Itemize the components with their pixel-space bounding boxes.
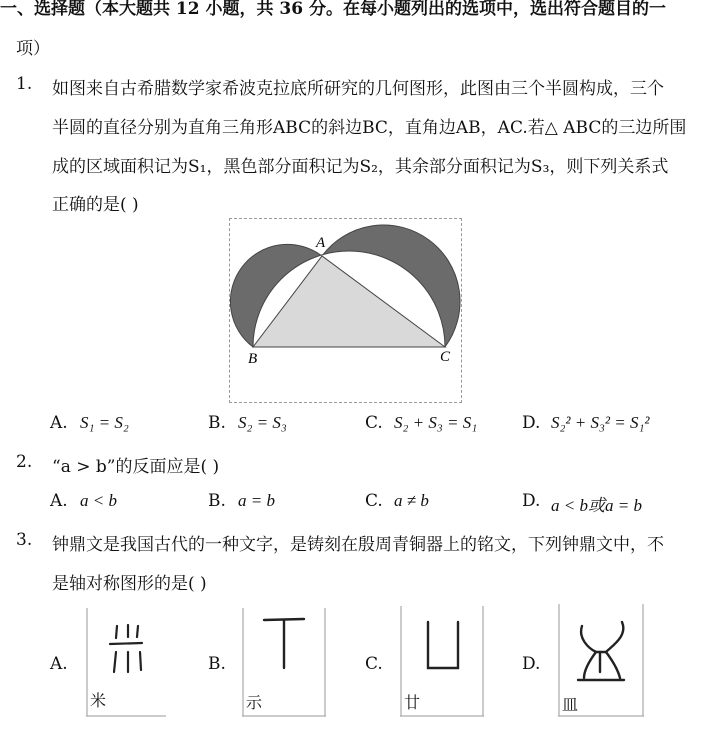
question-2-line-1: “a > b”的反面应是( ) bbox=[52, 457, 220, 477]
q2-option-c-text[interactable]: a ≠ b bbox=[394, 491, 429, 510]
q3-option-b-letter: B. bbox=[208, 654, 226, 674]
q3-option-c-caption: 廿 bbox=[404, 693, 421, 712]
question-1-line-4: 正确的是( ) bbox=[52, 195, 139, 215]
lune-diagram bbox=[230, 219, 463, 404]
question-3-line-2: 是轴对称图形的是( ) bbox=[52, 574, 207, 594]
question-1-number: 1. bbox=[16, 74, 33, 94]
q3-option-b-caption: 示 bbox=[246, 693, 263, 712]
q3-option-c-glyph[interactable] bbox=[400, 606, 484, 718]
question-1-line-1: 如图来自古希腊数学家希波克拉底所研究的几何图形，此图由三个半圆构成，三个 bbox=[52, 79, 664, 99]
question-3-number: 3. bbox=[16, 530, 33, 550]
q3-option-a-glyph[interactable] bbox=[86, 608, 166, 718]
hippocrates-lune-figure bbox=[229, 218, 462, 403]
question-1-line-2: 半圆的直径分别为直角三角形ABC的斜边BC，直角边AB，AC.若△ ABC的三边所围 bbox=[52, 118, 687, 138]
q1-option-a-text[interactable]: S₁ = S₂ bbox=[80, 413, 129, 432]
q2-option-a-letter: A. bbox=[50, 491, 68, 511]
q3-option-d-caption: 皿 bbox=[562, 695, 579, 714]
section-heading-line1: 一、选择题（本大题共 12 小题，共 36 分。在每小题列出的选项中，选出符合题目的一 bbox=[0, 0, 666, 19]
q1-option-b-text[interactable]: S₂ = S₃ bbox=[238, 413, 287, 432]
q3-option-c-letter: C. bbox=[365, 654, 383, 674]
q1-option-d-text[interactable]: S₂² + S₃² = S₁² bbox=[551, 413, 650, 432]
q2-option-b-text[interactable]: a = b bbox=[238, 491, 275, 510]
section-heading-line2: 项） bbox=[16, 39, 50, 59]
q2-option-b-letter: B. bbox=[208, 491, 226, 511]
q3-option-d-letter: D. bbox=[522, 654, 541, 674]
q3-option-a-caption: 米 bbox=[90, 691, 107, 710]
q3-option-b-glyph[interactable] bbox=[242, 608, 326, 718]
q2-option-d-letter: D. bbox=[522, 491, 541, 511]
q1-option-a-letter: A. bbox=[50, 413, 68, 433]
label-b: B bbox=[248, 351, 258, 367]
q1-option-b-letter: B. bbox=[208, 413, 226, 433]
label-c: C bbox=[440, 349, 451, 365]
q2-option-d-text[interactable]: a < b或a = b bbox=[551, 496, 642, 515]
q2-option-c-letter: C. bbox=[365, 491, 383, 511]
question-1-line-3: 成的区域面积记为S₁，黑色部分面积记为S₂，其余部分面积记为S₃，则下列关系式 bbox=[52, 157, 669, 177]
label-a: A bbox=[316, 235, 326, 251]
q2-option-a-text[interactable]: a < b bbox=[80, 491, 117, 510]
question-3-line-1: 钟鼎文是我国古代的一种文字，是铸刻在殷周青铜器上的铭文，下列钟鼎文中，不 bbox=[52, 535, 664, 555]
q1-option-c-text[interactable]: S₂ + S₃ = S₁ bbox=[394, 413, 478, 432]
q1-option-d-letter: D. bbox=[522, 413, 541, 433]
question-2-number: 2. bbox=[16, 452, 33, 472]
q3-option-a-letter: A. bbox=[50, 654, 68, 674]
q3-option-d-glyph[interactable] bbox=[558, 604, 644, 718]
q1-option-c-letter: C. bbox=[365, 413, 383, 433]
